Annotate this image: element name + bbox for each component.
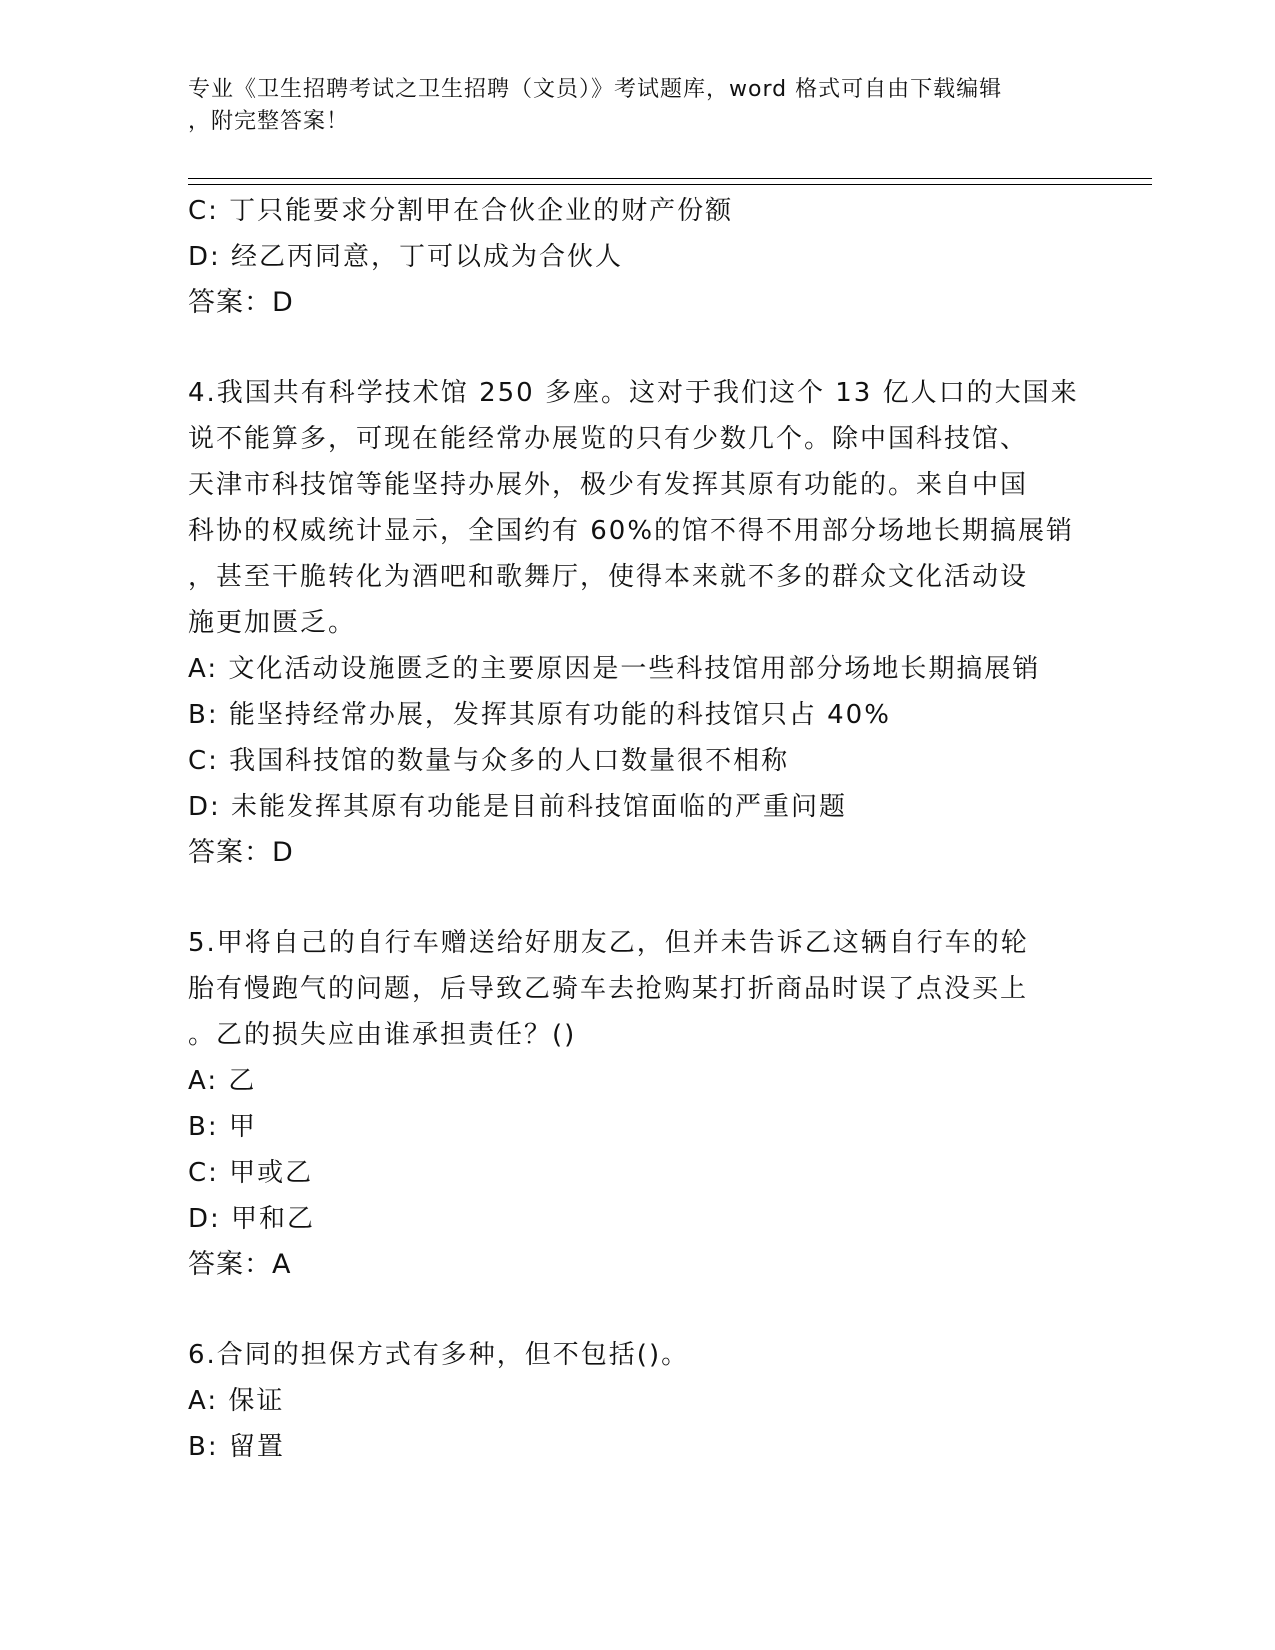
answer-label: 答案：D bbox=[188, 837, 294, 868]
option-a: A: 文化活动设施匮乏的主要原因是一些科技馆用部分场地长期搞展销 bbox=[188, 654, 1041, 684]
question-stem-line: 4.我国共有科学技术馆 250 多座。这对于我们这个 13 亿人口的大国来 bbox=[188, 378, 1079, 408]
spacer bbox=[188, 876, 1088, 920]
option-d: D: 经乙丙同意，丁可以成为合伙人 bbox=[188, 242, 624, 272]
header-divider-bottom bbox=[188, 184, 1152, 185]
answer-label: 答案：A bbox=[188, 1249, 292, 1280]
question-stem-line: 说不能算多，可现在能经常办展览的只有少数几个。除中国科技馆、 bbox=[188, 424, 1029, 454]
option-b: B: 能坚持经常办展，发挥其原有功能的科技馆只占 40% bbox=[188, 700, 891, 730]
option-b: B: 甲 bbox=[188, 1112, 257, 1142]
question-stem-line: 天津市科技馆等能坚持办展外，极少有发挥其原有功能的。来自中国 bbox=[188, 470, 1029, 500]
document-body bbox=[188, 188, 1088, 1470]
option-a: A: 乙 bbox=[188, 1066, 257, 1096]
question-stem-line: 施更加匮乏。 bbox=[188, 608, 357, 638]
header-line-1: 专业《卫生招聘考试之卫生招聘（文员）》考试题库，word 格式可自由下载编辑 bbox=[188, 77, 1003, 102]
option-b: B: 留置 bbox=[188, 1432, 285, 1462]
header-line-2: ，附完整答案！ bbox=[188, 109, 350, 134]
option-a: A: 保证 bbox=[188, 1386, 285, 1416]
question-stem-line: 科协的权威统计显示，全国约有 60%的馆不得不用部分场地长期搞展销 bbox=[188, 516, 1075, 546]
question-stem-line: 5.甲将自己的自行车赠送给好朋友乙，但并未告诉乙这辆自行车的轮 bbox=[188, 928, 1029, 958]
header-divider-top bbox=[188, 178, 1152, 179]
question-4 bbox=[188, 370, 1088, 876]
option-d: D: 未能发挥其原有功能是目前科技馆面临的严重问题 bbox=[188, 792, 848, 822]
question-stem-line: 胎有慢跑气的问题，后导致乙骑车去抢购某打折商品时误了点没买上 bbox=[188, 974, 1029, 1004]
option-c: C: 丁只能要求分割甲在合伙企业的财产份额 bbox=[188, 196, 734, 226]
question-6 bbox=[188, 1332, 1088, 1470]
spacer bbox=[188, 326, 1088, 370]
question-stem-line: 。乙的损失应由谁承担责任？() bbox=[188, 1020, 577, 1050]
option-c: C: 甲或乙 bbox=[188, 1158, 314, 1188]
option-d: D: 甲和乙 bbox=[188, 1204, 316, 1234]
answer-label: 答案：D bbox=[188, 287, 294, 318]
question-3-tail bbox=[188, 188, 1088, 326]
question-stem-line: ，甚至干脆转化为酒吧和歌舞厅，使得本来就不多的群众文化活动设 bbox=[188, 562, 1029, 592]
option-c: C: 我国科技馆的数量与众多的人口数量很不相称 bbox=[188, 746, 790, 776]
document-header bbox=[188, 74, 1088, 138]
spacer bbox=[188, 1288, 1088, 1332]
question-5 bbox=[188, 920, 1088, 1288]
question-stem-line: 6.合同的担保方式有多种，但不包括()。 bbox=[188, 1340, 690, 1370]
